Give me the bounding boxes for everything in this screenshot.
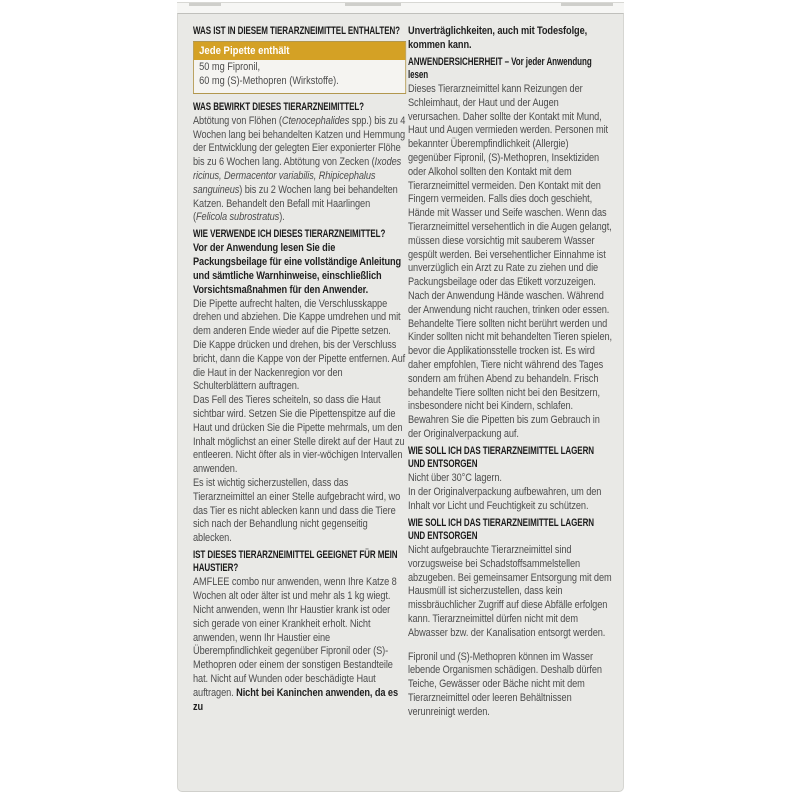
ingredient-line: 50 mg Fipronil, bbox=[199, 61, 261, 74]
body-paragraph bbox=[193, 298, 406, 395]
body-paragraph bbox=[408, 651, 612, 720]
text-run: Es ist wichtig sicherzustellen, dass das Tierarzneimittel an einer Stelle aufgebracht wird, wo das Tier es nicht ablecken kann und dass die Tiere sich nach der Behandlung nicht gegenseitig ablecken. bbox=[193, 476, 401, 545]
text-column-right bbox=[408, 25, 612, 719]
text-run: In der Originalverpackung aufbewahren, um den Inhalt vor Licht und Feuchtigkeit zu schützen. bbox=[408, 485, 602, 512]
text-column-left bbox=[193, 25, 406, 714]
section-heading: IST DIESES TIERARZNEIMITTEL GEEIGNET FÜR MEIN HAUSTIER? bbox=[193, 548, 398, 575]
section-heading: WAS IST IN DIESEM TIERARZNEIMITTEL ENTHALTEN? bbox=[193, 25, 401, 37]
text-run: Unverträglichkeiten, auch mit Todesfolge, kommen kann. bbox=[408, 25, 588, 51]
body-paragraph bbox=[408, 544, 612, 641]
flap-mark bbox=[345, 3, 401, 6]
text-run: Nicht aufgebrauchte Tierarzneimittel sind vorzugsweise bei Schadstoffsammelstellen abzugeben. Bei gemeinsamer Entsorgung mit dem Hausmüll ist sicherzustellen, dass kein missbräuchlicher Zugriff auf diese Abfälle erfolgen kann. Tierarzneimittel dürfen nicht mit dem Abwasser bzw. der Kanalisation entsorgt werden. bbox=[408, 543, 612, 639]
text-run: Dieses Tierarzneimittel kann Reizungen der Schleimhaut, der Haut und der Augen verursachen. Daher sollte der Kontakt mit Mund, Haut und Augen vermieden werden. Personen mit bekannter Überempfindlichkeit (Allergie) gegenüber Fipronil, (S)-Methopren, Insektiziden oder Alkohol sollten den Kontakt mit dem Tierarzneimittel vermeiden. Den Kontakt mit den Fingern vermeiden. Falls dies doch geschieht, Hände mit Wasser und Seife waschen. Wenn das Tierarzneimittel versehentlich in die Augen gelangt, müssen diese vorsichtig mit sauberem Wasser gespült werden. Bei versehentlicher Einnahme ist unverzüglich ein Arzt zu Rate zu ziehen und die Packungsbeilage oder das Etikett vorzuzeigen. Nach der Anwendung Hände waschen. Während der Anwendung nicht rauchen, trinken oder essen. bbox=[408, 83, 612, 316]
body-paragraph bbox=[408, 472, 612, 486]
text-run: Ixodes ricinus, Dermacentor variabilis, Rhipicephalus sanguineus bbox=[193, 156, 402, 196]
box-top-flap bbox=[177, 2, 624, 13]
text-run: ) bis zu 2 Wochen lang bei behandelten Katzen. Behandelt den Befall mit Haarlingen ( bbox=[193, 183, 398, 224]
text-run: ). bbox=[279, 211, 285, 224]
text-run: Die Pipette aufrecht halten, die Verschlusskappe drehen und abziehen. Die Kappe umdrehen und mit dem anderen Ende wieder auf die Pipette setzen. Die Kappe drücken und drehen, bis der Verschluss bricht, dann die Kappe von der Pipette entfernen. Auf die Haut in der Nackenregion vor den Schulterblättern auftragen. bbox=[193, 297, 406, 393]
section-heading: ANWENDERSICHERHEIT – Vor jeder Anwendung lesen bbox=[408, 55, 592, 81]
text-run: Behandelte Tiere sollten nicht berührt werden und Kinder sollten nicht mit behandelten Tieren spielen, bevor die Applikationsstelle trocken ist. Es wird daher empfohlen, Tiere nicht während des Tages sondern am frühen Abend zu behandeln. Frisch behandelte Tiere sollten nicht bei den Besitzern, insbesondere nicht bei Kindern, schlafen. Bewahren Sie die Pipetten bis zum Gebrauch in der Originalverpackung auf. bbox=[408, 317, 613, 440]
flap-mark bbox=[561, 3, 613, 6]
text-run: spp.) bis zu 4 Wochen lang bei behandelten Katzen und Hemmung der Entwicklung der gelegten Eier exponierter Flöhe bis zu 6 Wochen lang. Abtötung von Zecken ( bbox=[193, 114, 406, 169]
ingredient-box bbox=[193, 41, 406, 93]
text-run: Das Fell des Tieres scheiteln, so dass die Haut sichtbar wird. Setzen Sie die Pipettenspitze auf die Haut und drücken Sie die Pipette mehrmals, um den Inhalt möglichst an einer Stelle direkt auf der Haut zu entleeren. Nicht öfter als in vier-wöchigen Intervallen anwenden. bbox=[193, 394, 405, 476]
body-paragraph bbox=[193, 576, 406, 714]
body-paragraph bbox=[408, 486, 612, 514]
text-run: Felicola subrostratus bbox=[195, 211, 280, 224]
text-run: Abtötung von Flöhen ( bbox=[193, 114, 282, 127]
body-paragraph bbox=[408, 25, 612, 53]
flap-mark bbox=[189, 3, 221, 6]
package-box bbox=[177, 0, 624, 800]
body-paragraph bbox=[408, 83, 612, 318]
body-paragraph bbox=[193, 115, 406, 225]
section-heading: WIE VERWENDE ICH DIESES TIERARZNEIMITTEL? bbox=[193, 228, 386, 241]
section-heading: WIE SOLL ICH DAS TIERARZNEIMITTEL LAGERN UND ENTSORGEN bbox=[408, 444, 595, 470]
text-run: Nicht über 30°C lagern. bbox=[408, 472, 502, 485]
ingredient-line: 60 mg (S)-Methopren (Wirkstoffe). bbox=[199, 75, 339, 88]
text-run: Nicht bei Kaninchen anwenden, da es zu bbox=[193, 686, 398, 713]
ingredient-box-header: Jede Pipette enthält bbox=[194, 42, 405, 60]
text-run: AMFLEE combo nur anwenden, wenn Ihre Katze 8 Wochen alt oder älter ist und mehr als 1 kg wiegt. Nicht anwenden, wenn Ihr Haustier krank ist oder sich gerade von einer Krankheit erholt. Nicht anwenden, wenn Ihr Haustier eine Überempfindlichkeit gegenüber Fipronil oder (S)-Methopren oder einem der sonstigen Bestandteile hat. Nicht auf Wunden oder beschädigte Haut auftragen. bbox=[193, 576, 397, 699]
body-paragraph bbox=[193, 242, 406, 297]
body-paragraph bbox=[408, 318, 612, 442]
package-back-panel bbox=[177, 13, 624, 792]
body-paragraph bbox=[193, 394, 406, 477]
text-run: Vor der Anwendung lesen Sie die Packungsbeilage für eine vollständige Anleitung und sämtliche Warnhinweise, einschließlich Vorsichtsmaßnahmen für den Anwender. bbox=[193, 242, 402, 296]
body-paragraph bbox=[193, 477, 406, 546]
text-run: Fipronil und (S)-Methopren können im Wasser lebende Organismen schädigen. Deshalb dürfen Teiche, Gewässer oder Bäche nicht mit dem Tierarzneimittel oder leeren Behältnissen verunreinigt werden. bbox=[408, 650, 602, 718]
section-heading: WAS BEWIRKT DIESES TIERARZNEIMITTEL? bbox=[193, 100, 365, 113]
text-run: Ctenocephalides bbox=[281, 114, 350, 127]
section-heading: WIE SOLL ICH DAS TIERARZNEIMITTEL LAGERN UND ENTSORGEN bbox=[408, 516, 595, 542]
